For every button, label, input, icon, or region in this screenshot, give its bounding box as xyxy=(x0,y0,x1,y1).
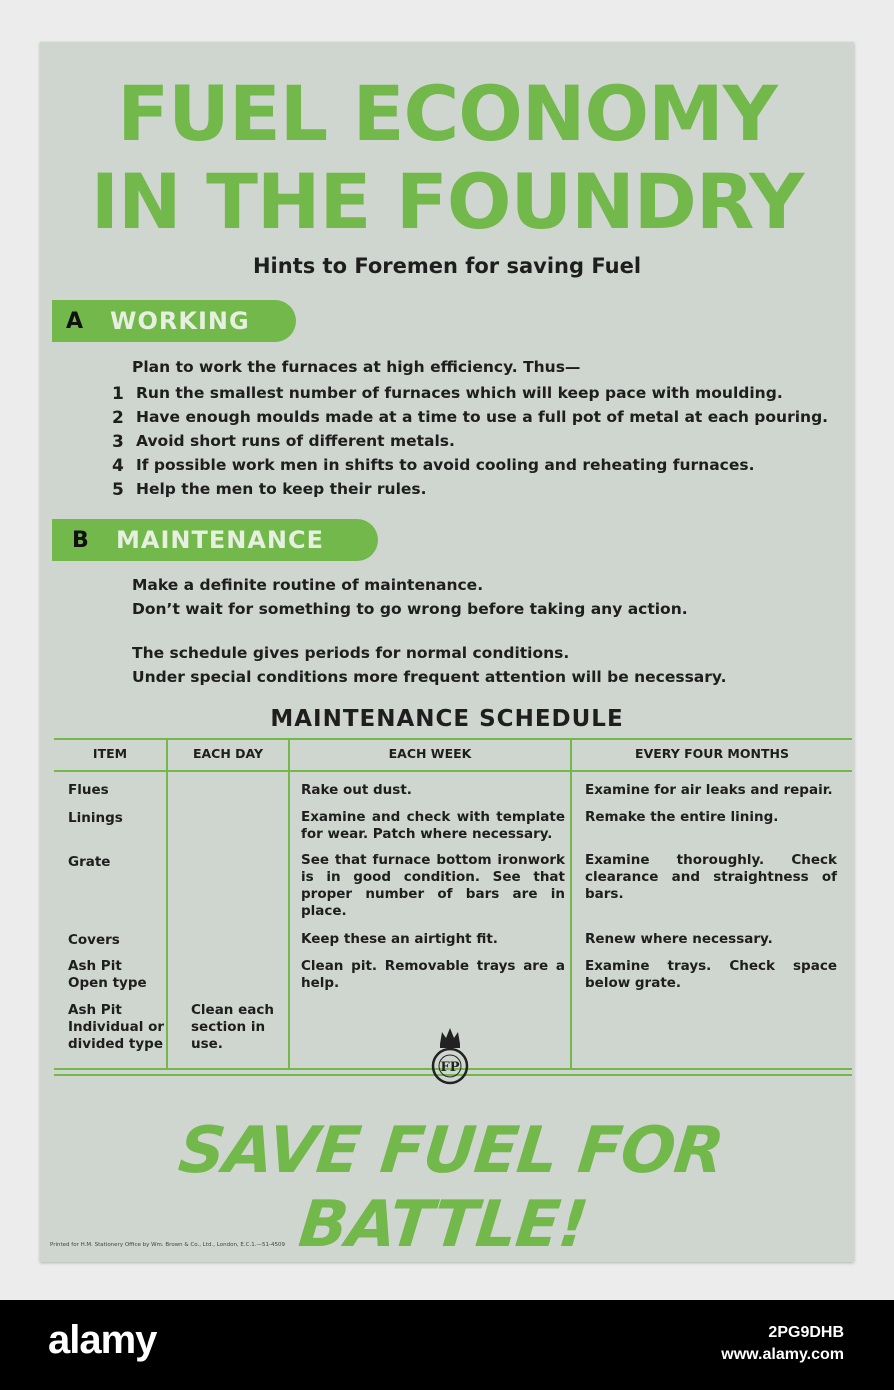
emblem-monogram: FP xyxy=(440,1060,460,1075)
printer-imprint: Printed for H.M. Stationery Office by Wm. Brown & Co., Ltd., London, E.C.1.—51-4509 xyxy=(50,1242,285,1248)
list-item-number: 3 xyxy=(112,432,124,452)
list-item: If possible work men in shifts to avoid cooling and reheating furnaces. xyxy=(136,456,755,474)
table-cell-item: Linings xyxy=(68,810,123,826)
table-cell-item: Ash Pit Individual or divided type xyxy=(68,1002,164,1052)
section-a-letter: A xyxy=(66,308,84,334)
table-header-rule xyxy=(54,770,852,772)
table-cell-week: Examine and check with template for wear. Patch where necessary. xyxy=(301,809,565,842)
table-cell-item: Flues xyxy=(68,782,109,798)
slogan: SAVE FUEL FOR BATTLE! xyxy=(175,1114,727,1262)
list-item-number: 4 xyxy=(112,456,124,476)
list-item: Help the men to keep their rules. xyxy=(136,480,427,498)
title-line-2: IN THE FOUNDRY xyxy=(90,157,804,246)
table-cell-week: See that furnace bottom ironwork is in good condition. See that proper number of bars are in place. xyxy=(301,852,565,919)
table-cell-item: Ash Pit Open type xyxy=(68,958,147,991)
list-item: Have enough moulds made at a time to use a full pot of metal at each pouring. xyxy=(136,408,829,426)
image-id: 2PG9DHB xyxy=(768,1324,844,1341)
alamy-logo: alamy xyxy=(48,1318,157,1362)
header-item: ITEM xyxy=(92,746,128,761)
list-item-number: 1 xyxy=(112,384,124,404)
column-divider xyxy=(570,738,572,1068)
table-top-rule xyxy=(54,738,852,740)
table-cell-months: Examine thoroughly. Check clearance and straightness of bars. xyxy=(585,852,837,902)
header-each-day: EACH DAY xyxy=(192,746,264,761)
section-b-title: MAINTENANCE xyxy=(116,526,324,554)
list-item: Run the smallest number of furnaces which will keep pace with moulding. xyxy=(136,384,783,402)
section-b-paragraph: The schedule gives periods for normal conditions. xyxy=(132,644,570,662)
header-each-week: EACH WEEK xyxy=(388,746,472,761)
table-cell-item: Covers xyxy=(68,932,120,948)
title-line-1: FUEL ECONOMY xyxy=(117,69,777,158)
column-divider xyxy=(288,738,290,1068)
table-cell-week: Keep these an airtight fit. xyxy=(301,931,498,947)
poster xyxy=(40,42,854,1262)
section-b-letter: B xyxy=(72,527,89,553)
crown-emblem-icon xyxy=(428,1024,472,1088)
list-item-number: 2 xyxy=(112,408,124,428)
section-a-title: WORKING xyxy=(110,307,250,335)
table-cell-months: Examine for air leaks and repair. xyxy=(585,782,833,798)
table-cell-week: Clean pit. Removable trays are a help. xyxy=(301,958,565,991)
table-cell-months: Remake the entire lining. xyxy=(585,809,779,825)
table-cell-day: Clean each section in use. xyxy=(191,1002,274,1052)
table-cell-item: Grate xyxy=(68,854,111,870)
section-a-intro: Plan to work the furnaces at high efficiency. Thus— xyxy=(132,358,581,376)
image-id-block xyxy=(721,1322,844,1366)
schedule-title: MAINTENANCE SCHEDULE xyxy=(270,706,624,732)
site-url: www.alamy.com xyxy=(721,1346,844,1363)
header-every-four-months: EVERY FOUR MONTHS xyxy=(635,746,789,761)
section-b-banner xyxy=(52,519,378,561)
table-cell-week: Rake out dust. xyxy=(301,782,412,798)
table-cell-months: Renew where necessary. xyxy=(585,931,773,947)
table-cell-months: Examine trays. Check space below grate. xyxy=(585,958,837,991)
section-a-banner xyxy=(52,300,296,342)
section-b-paragraph: Under special conditions more frequent attention will be necessary. xyxy=(132,668,727,686)
section-b-paragraph: Don’t wait for something to go wrong before taking any action. xyxy=(132,600,688,618)
subtitle: Hints to Foremen for saving Fuel xyxy=(252,254,642,278)
section-b-paragraph: Make a definite routine of maintenance. xyxy=(132,576,484,594)
list-item: Avoid short runs of different metals. xyxy=(136,432,455,450)
list-item-number: 5 xyxy=(112,480,124,500)
